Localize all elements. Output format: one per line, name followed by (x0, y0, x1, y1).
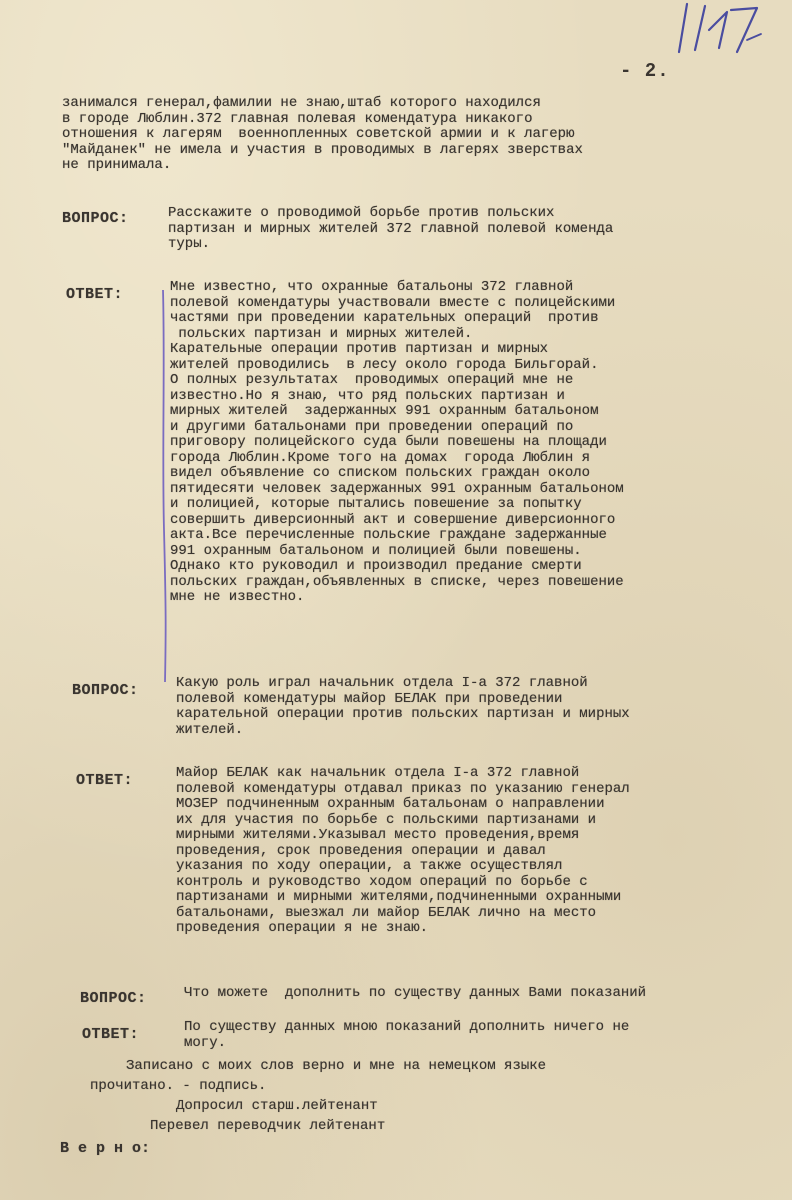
closing-interrogated: Допросил старш.лейтенант (176, 1098, 378, 1114)
question-line: Какую роль играл начальник отдела I-а 372 главной (176, 675, 588, 691)
answer-line: мирными жителями.Указывал место проведения,время (176, 827, 580, 843)
answer-line: Однако кто руководил и производил предание смерти (170, 558, 582, 574)
question-text (184, 986, 646, 1002)
intro-line: "Майданек" не имела и участия в проводимых в лагерях зверствах (62, 141, 583, 158)
closing-read: прочитано. - подпись. (90, 1078, 267, 1094)
intro-line: в городе Люблин.372 главная полевая комендатура никакого (62, 110, 533, 127)
answer-line: польских граждан,объявленных в списке, через повешение (170, 573, 624, 590)
intro-line: отношения к лагерям военнопленных советской армии и к лагерю (62, 126, 575, 142)
archive-number-handwritten (665, 0, 765, 56)
closing-recorded: Записано с моих слов верно и мне на немецком языке (126, 1058, 547, 1074)
answer-line: пятидесяти человек задержанных 991 охранным батальоном (170, 480, 624, 497)
margin-pencil-line (160, 290, 170, 682)
answer-label: ОТВЕТ: (82, 1026, 140, 1043)
answer-line: приговору полицейского суда были повешены на площади (170, 434, 607, 450)
question-line: Расскажите о проводимой борьбе против польских (168, 205, 555, 221)
question-label: ВОПРОС: (62, 210, 129, 227)
answer-line: указания по ходу операции, а также осуществлял (176, 858, 563, 874)
question-line: карательной операции против польских партизан и мирных (176, 706, 630, 722)
answer-line: их для участия по борьбе с польскими партизанами и (176, 811, 597, 828)
answer-line: жителей проводились в лесу около города Бильгорай. (170, 356, 599, 373)
question-label: ВОПРОС: (72, 682, 139, 699)
answer-line: проведения операции я не знаю. (176, 920, 429, 936)
question-line: Что можете дополнить по существу данных Вами показаний (184, 985, 647, 1001)
answer-line: акта.Все перечисленные польские граждане задержанные (170, 527, 607, 543)
intro-line: не принимала. (62, 157, 172, 173)
answer-line: проведения, срок проведения операции и давал (176, 842, 546, 859)
answer-line: Карательные операции против партизан и мирных (170, 341, 549, 357)
answer-text (184, 1020, 629, 1051)
answer-line: частями при проведении карательных операций против (170, 310, 599, 326)
answer-line: могу. (184, 1034, 227, 1051)
answer-text (170, 280, 624, 606)
handwritten-mark-icon (665, 0, 765, 56)
answer-line: полевой комендатуры участвовали вместе с полицейскими (170, 294, 616, 311)
answer-line: О полных результатах проводимых операций мне не (170, 372, 574, 388)
closing-translated: Перевел переводчик лейтенант (150, 1118, 386, 1134)
answer-line: мирных жителей задержанных 991 охранным батальоном (170, 403, 599, 419)
question-line: жителей. (176, 721, 244, 738)
answer-line: известно.Но я знаю, что ряд польских партизан и (170, 387, 565, 404)
intro-line: занимался генерал,фамилии не знаю,штаб которого находился (62, 95, 541, 111)
answer-line: партизанами и мирными жителями,подчиненными охранными (176, 889, 622, 905)
answer-line: польских партизан и мирных жителей. (170, 325, 473, 342)
answer-line: мне не известно. (170, 589, 305, 605)
answer-label: ОТВЕТ: (66, 286, 124, 303)
answer-line: По существу данных мною показаний дополнить ничего не (184, 1019, 630, 1035)
answer-line: 991 охранным батальоном и полицией были повешены. (170, 542, 582, 559)
answer-line: МОЗЕР подчиненным охранным батальонам о направлении (176, 796, 605, 812)
answer-line: видел объявление со списком польских граждан около (170, 465, 591, 481)
question-text (176, 676, 630, 738)
page-number: - 2. (620, 60, 670, 82)
answer-label: ОТВЕТ: (76, 772, 134, 789)
question-text (168, 206, 613, 253)
answer-line: совершить диверсионный акт и совершение диверсионного (170, 511, 616, 528)
answer-line: города Люблин.Кроме того на домах города Люблин я (170, 449, 591, 466)
answer-line: Мне известно, что охранные батальоны 372 главной (170, 279, 574, 295)
answer-line: батальонами, выезжал ли майор БЕЛАК лично на место (176, 904, 597, 921)
answer-line: полевой комендатуры отдавал приказ по указанию генерал (176, 780, 630, 797)
question-line: туры. (168, 236, 211, 252)
question-line: полевой комендатуры майор БЕЛАК при проведении (176, 690, 563, 707)
answer-line: контроль и руководство ходом операций по борьбе с (176, 873, 588, 890)
answer-line: и полицией, которые пытались повешение за попытку (170, 496, 582, 512)
closing-certified: В е р н о: (60, 1140, 151, 1157)
question-line: партизан и мирных жителей 372 главной полевой коменда (168, 220, 614, 237)
answer-text (176, 766, 630, 937)
answer-line: Майор БЕЛАК как начальник отдела I-а 372 главной (176, 765, 580, 781)
question-label: ВОПРОС: (80, 990, 147, 1007)
intro-paragraph (62, 96, 583, 174)
pencil-line-icon (160, 290, 170, 682)
answer-line: и другими батальонами при проведении операций по (170, 418, 574, 435)
